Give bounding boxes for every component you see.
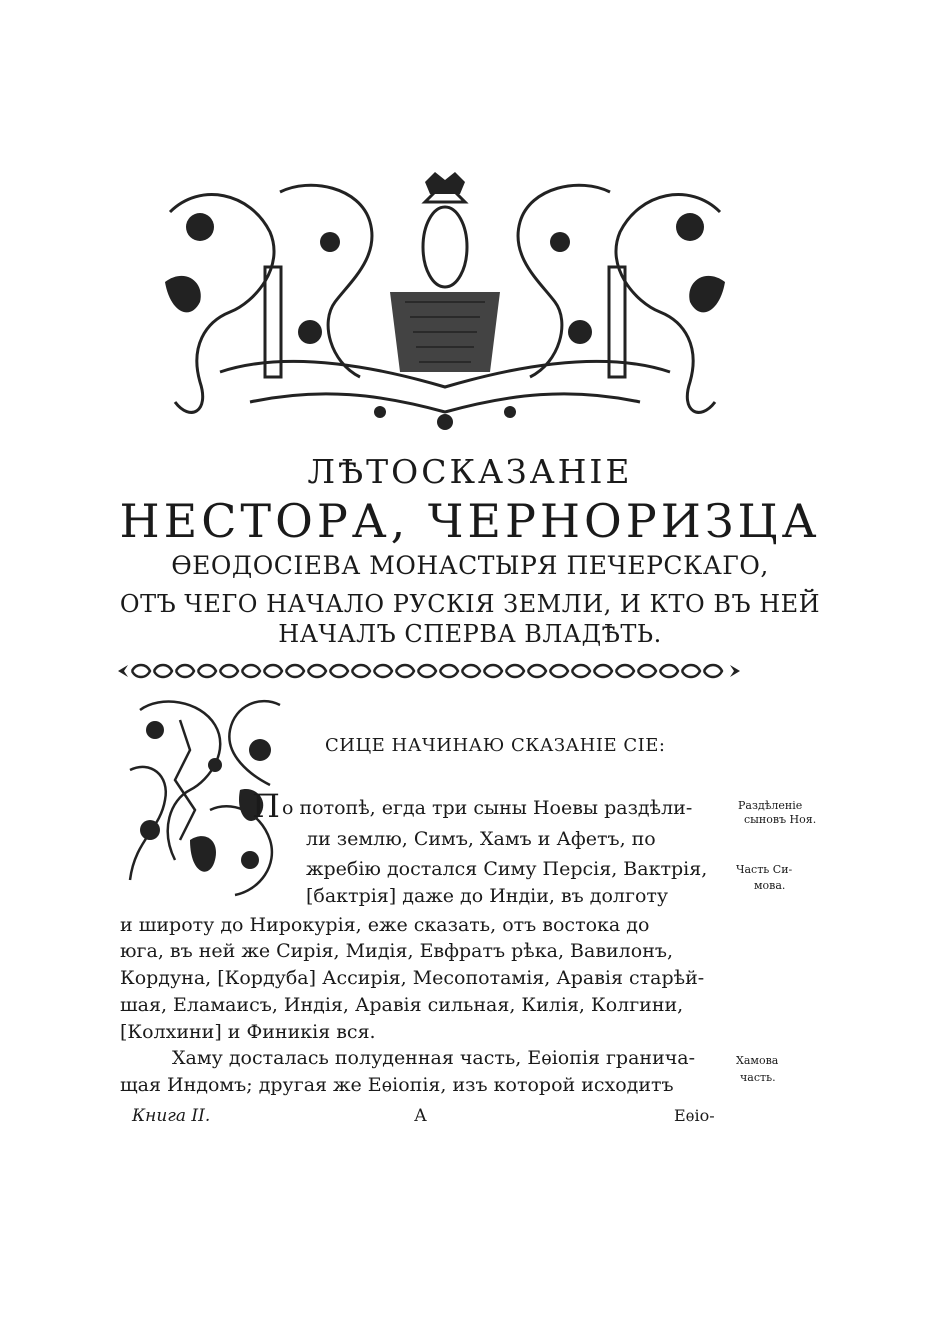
chain-link — [682, 665, 700, 677]
margin-note-2-line-1: Часть Си- — [736, 863, 793, 876]
body-line-9: [Колхини] и Финикія вся. — [120, 1021, 376, 1043]
chain-link — [528, 665, 546, 677]
chain-link — [704, 665, 722, 677]
chain-link — [572, 665, 590, 677]
drop-letter: П — [252, 787, 280, 825]
chain-link — [132, 665, 150, 677]
body-line-8: шая, Еламаисъ, Индія, Аравія сильная, Килія, Колгини, — [120, 994, 684, 1016]
chain-link — [594, 665, 612, 677]
margin-note-1-line-2: сыновъ Ноя. — [744, 813, 817, 826]
chain-link — [308, 665, 326, 677]
chain-link — [220, 665, 238, 677]
chain-link — [286, 665, 304, 677]
ornamental-rule — [118, 660, 740, 682]
body-line-1: о потопѣ, егда три сыны Ноевы раздѣли- — [282, 797, 693, 819]
margin-note-2-line-2: мова. — [754, 879, 786, 892]
body-line-2: ли землю, Симъ, Хамъ и Афетъ, по — [306, 828, 656, 850]
body-line-5: и широту до Нирокурія, еже сказать, отъ востока до — [120, 914, 650, 936]
title-line-1: ЛѢТОСКАЗАНІЕ — [307, 452, 633, 491]
body-line-3: жребію достался Симу Персія, Вактрія, — [306, 858, 708, 880]
chain-link — [176, 665, 194, 677]
chain-link — [616, 665, 634, 677]
chain-link — [638, 665, 656, 677]
chain-link — [550, 665, 568, 677]
chain-link — [396, 665, 414, 677]
body-line-7: Кордуна, [Кордуба] Ассирія, Месопотамія, Аравія старѣй- — [120, 967, 705, 989]
signature-mark: А — [414, 1106, 427, 1126]
margin-note-3-line-1: Хамова — [736, 1054, 779, 1067]
chain-link — [506, 665, 524, 677]
title-line-2: НЕСТОРА, ЧЕРНОРИЗЦА — [119, 494, 821, 548]
margin-note-1-line-1: Раздѣленіе — [738, 799, 803, 812]
opening-line: СИЦЕ НАЧИНАЮ СКАЗАНІЕ СІЕ: — [325, 735, 666, 756]
catchword: Еѳіо- — [674, 1106, 715, 1125]
chain-link — [418, 665, 436, 677]
title-line-3: ѲЕОДОСІЕВА МОНАСТЫРЯ ПЕЧЕРСКАГО, — [171, 551, 769, 580]
chain-link — [484, 665, 502, 677]
body-line-11: щая Индомъ; другая же Еѳіопія, изъ которой исходитъ — [120, 1074, 674, 1096]
chain-link — [352, 665, 370, 677]
chain-link — [198, 665, 216, 677]
chain-link — [440, 665, 458, 677]
chain-link — [660, 665, 678, 677]
margin-note-3-line-2: часть. — [740, 1071, 776, 1084]
body-line-10: Хаму досталась полуденная часть, Еѳіопія гранича- — [172, 1047, 696, 1069]
chain-link — [374, 665, 392, 677]
chain-link — [242, 665, 260, 677]
chain-link — [264, 665, 282, 677]
body-line-4: [бактрія] даже до Индіи, въ долготу — [306, 885, 669, 907]
ornamental-headpiece — [160, 172, 730, 434]
chain-link — [330, 665, 348, 677]
book-number: Книга II. — [132, 1106, 211, 1126]
title-line-5: НАЧАЛЪ СПЕРВА ВЛАДѢТЬ. — [278, 620, 662, 648]
chain-link — [154, 665, 172, 677]
body-line-6: юга, въ ней же Сирія, Мидія, Евфратъ рѣка, Вавилонъ, — [120, 940, 673, 962]
title-line-4: ОТЪ ЧЕГО НАЧАЛО РУСКІЯ ЗЕМЛИ, И КТО ВЪ НЕЙ — [119, 590, 821, 618]
chain-link — [462, 665, 480, 677]
